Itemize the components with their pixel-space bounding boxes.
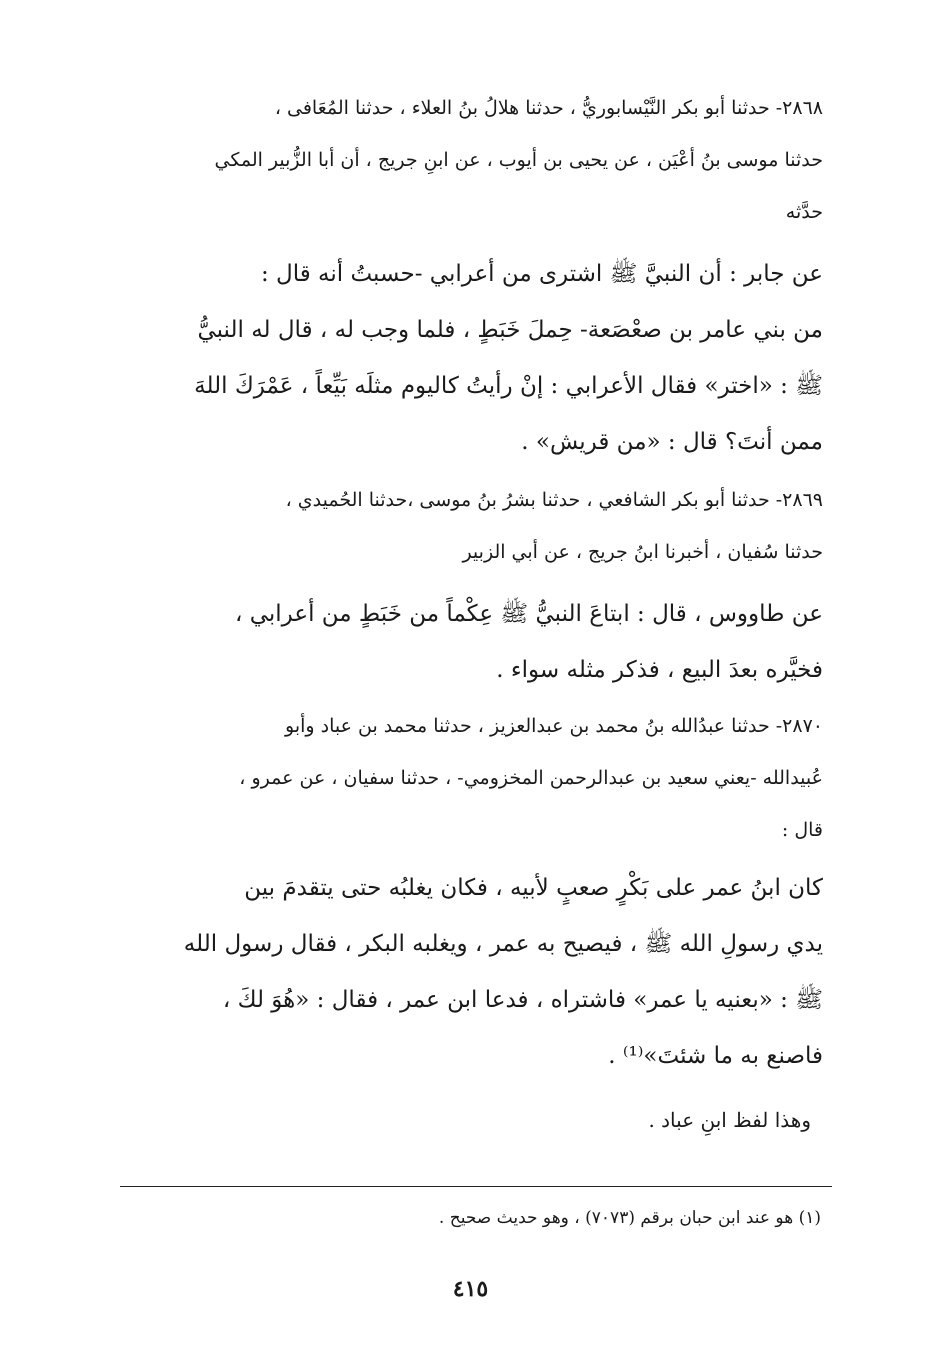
matn-line: عن طاووس ، قال : ابتاعَ النبيُّ ﷺ عِكْماً من خَبَطٍ من أعرابي ،: [234, 601, 823, 627]
matn-line: ﷺ : «بعنيه يا عمر» فاشتراه ، فدعا ابن عمر ، فقال : «هُوَ لكَ ،: [222, 987, 823, 1013]
matn-line: كان ابنُ عمر على بَكْرٍ صعبٍ لأبيه ، فكان يغلبُه حتى يتقدمَ بين: [244, 875, 823, 901]
hadith-2869-matn: [113, 586, 823, 698]
page-number: ٤١٥: [452, 1276, 489, 1302]
matn-line: ممن أنتَ؟ قال : «من قريش» .: [521, 429, 823, 455]
footnote: (١) هو عند ابن حبان برقم (٧٠٧٣) ، وهو حديث صحيح .: [438, 1208, 821, 1228]
isnad-line: حدثنا سُفيان ، أخبرنا ابنُ جريج ، عن أبي الزبير: [462, 541, 823, 563]
closing-note-text: وهذا لفظ ابنِ عباد .: [648, 1108, 811, 1132]
matn-line: فخيَّره بعدَ البيع ، فذكر مثله سواء .: [496, 657, 823, 683]
matn-line: عن جابر : أن النبيَّ ﷺ اشترى من أعرابي -حسبتُ أنه قال :: [260, 261, 823, 287]
hadith-2870-matn: [113, 860, 823, 1084]
isnad-line: حدَّثه: [785, 201, 823, 223]
hadith-2868-isnad: [113, 82, 823, 238]
footnote-divider: [120, 1186, 832, 1187]
hadith-2868-matn: [113, 246, 823, 470]
isnad-line: ٢٨٦٩- حدثنا أبو بكر الشافعي ، حدثنا بشرُ بنُ موسى ،حدثنا الحُميدي ،: [285, 489, 823, 511]
matn-line: ﷺ : «اختر» فقال الأعرابي : إنْ رأيتُ كاليوم مثلَه بَيِّعاً ، عَمْرَكَ اللهَ: [194, 373, 823, 399]
isnad-line: عُبيدالله -يعني سعيد بن عبدالرحمن المخزومي- ، حدثنا سفيان ، عن عمرو ،: [239, 767, 823, 789]
matn-line: يدي رسولِ الله ﷺ ، فيصيح به عمر ، ويغلبه البكر ، فقال رسول الله: [183, 931, 823, 957]
isnad-line: قال :: [781, 819, 823, 841]
hadith-2870-isnad: [113, 700, 823, 856]
matn-line: فاصنع به ما شئتَ»⁽¹⁾ .: [608, 1043, 823, 1069]
hadith-2869-isnad: [113, 474, 823, 578]
isnad-line: حدثنا موسى بنُ أعْيَن ، عن يحيى بن أيوب ، عن ابنِ جريج ، أن أبا الزُّبير المكي: [214, 149, 823, 171]
isnad-line: ٢٨٦٨- حدثنا أبو بكر النَّيْسابوريُّ ، حدثنا هلالُ بنُ العلاء ، حدثنا المُعَافى ،: [274, 97, 823, 119]
isnad-line: ٢٨٧٠- حدثنا عبدُالله بنُ محمد بن عبدالعزيز ، حدثنا محمد بن عباد وأبو: [285, 715, 823, 737]
closing-note: [411, 1094, 811, 1146]
matn-line: من بني عامر بن صعْصَعة- حِملَ خَبَطٍ ، فلما وجب له ، قال له النبيُّ: [197, 317, 823, 343]
